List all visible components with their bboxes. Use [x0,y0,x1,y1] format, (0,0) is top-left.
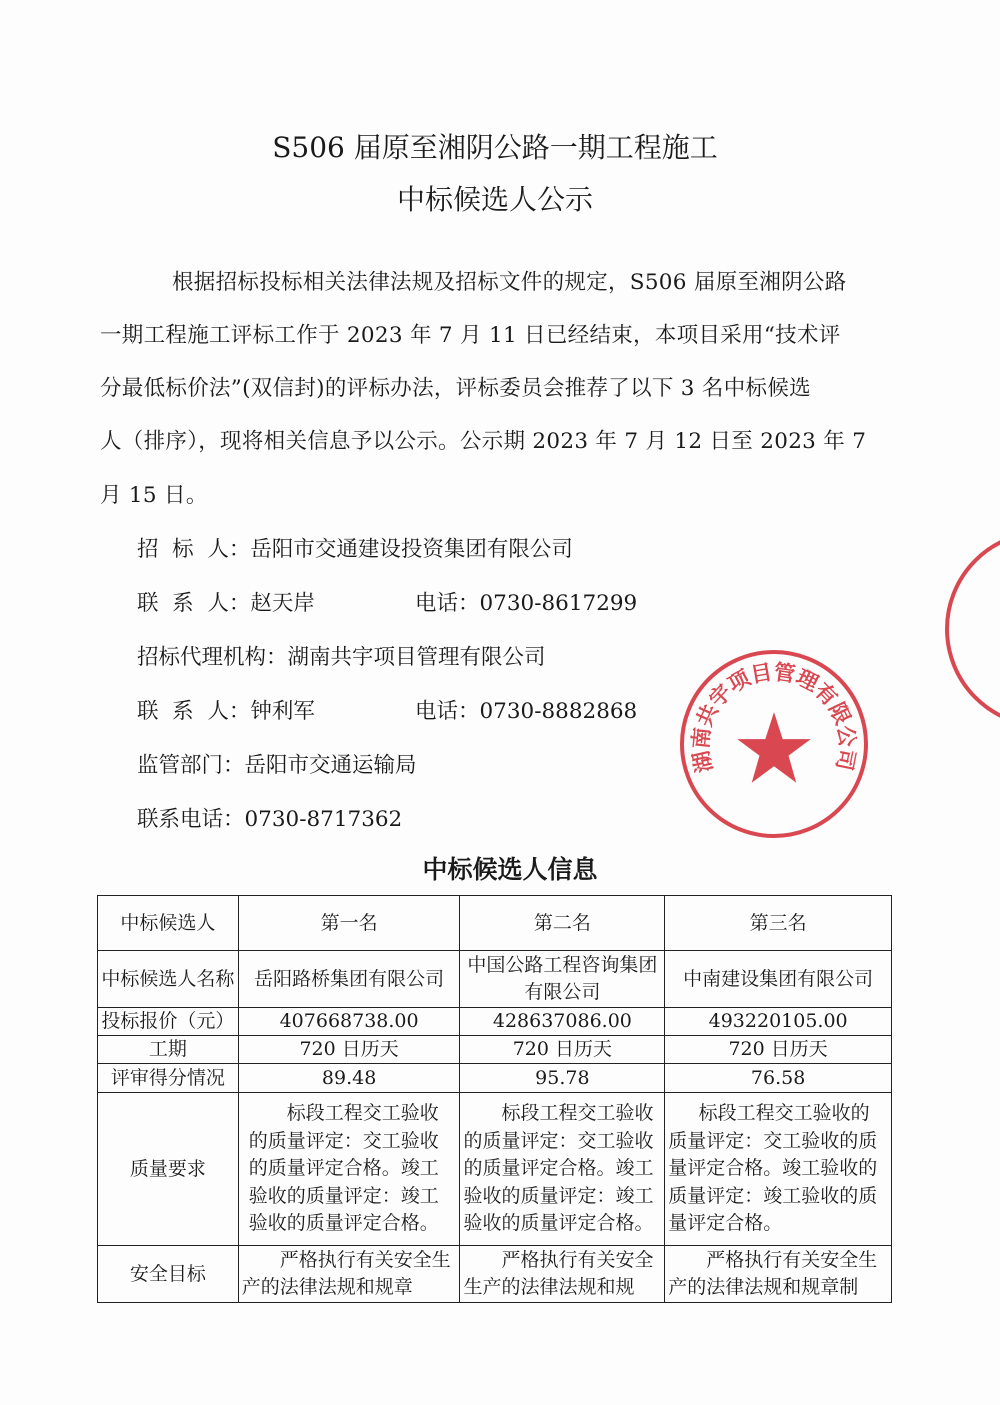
header-cell: 第二名 [460,896,665,951]
table-cell: 严格执行有关安全生产的法律法规和规章制 [665,1246,892,1303]
table-row [98,1064,892,1093]
table-header-row [98,896,892,951]
table-cell: 中南建设集团有限公司 [665,951,892,1008]
header-cell: 中标候选人 [98,896,239,951]
table-cell: 严格执行有关安全生产的法律法规和规章 [238,1246,460,1303]
row-label: 质量要求 [98,1093,239,1246]
supervisor: 监管部门：岳阳市交通运输局 [137,753,417,778]
supervisor-phone: 联系电话：0730-8717362 [137,807,403,832]
row-label: 投标报价（元） [98,1008,239,1036]
agency: 招标代理机构：湖南共宇项目管理有限公司 [137,645,546,670]
table-cell: 493220105.00 [665,1008,892,1036]
table-cell: 428637086.00 [460,1008,665,1036]
row-label: 评审得分情况 [98,1064,239,1093]
phone-1: 电话：0730-8617299 [415,591,638,616]
contact-row-2 [137,694,638,725]
table-cell: 720 日历天 [460,1036,665,1064]
table-cell: 岳阳路桥集团有限公司 [238,951,460,1008]
contact-2: 联 系 人：钟利军 [137,699,315,724]
table-row [98,1036,892,1064]
paragraph-line: 根据招标投标相关法律法规及招标文件的规定，S506 届原至湘阴公路 [172,270,847,295]
table-row [98,1093,892,1246]
doc-title-line2: 中标候选人公示 [396,183,593,216]
table-cell: 标段工程交工验收的质量评定：交工验收的质量评定合格。竣工验收的质量评定：竣工验收的质量评定合格。 [460,1093,665,1246]
table-row [98,1246,892,1303]
contact-row-1 [137,586,638,617]
row-label: 中标候选人名称 [98,951,239,1008]
row-label: 安全目标 [98,1246,239,1303]
row-label: 工期 [98,1036,239,1064]
table-row [98,951,892,1008]
header-cell: 第三名 [665,896,892,951]
tenderer: 招 标 人：岳阳市交通建设投资集团有限公司 [137,537,573,562]
seal-star-icon [684,654,864,834]
table-cell: 89.48 [238,1064,460,1093]
table-cell: 720 日历天 [238,1036,460,1064]
partial-seal-right [945,530,1000,728]
table-cell: 407668738.00 [238,1008,460,1036]
candidate-table [97,895,892,1303]
paragraph-line: 人（排序），现将相关信息予以公示。公示期 2023 年 7 月 12 日至 2023 年 7 [100,429,867,454]
table-cell: 标段工程交工验收的质量评定：交工验收的质量评定合格。竣工验收的质量评定：竣工验收的质量评定合格。 [665,1093,892,1246]
paragraph-line: 分最低标价法”(双信封)的评标办法，评标委员会推荐了以下 3 名中标候选 [100,376,811,401]
company-seal [680,650,868,838]
table-cell: 中国公路工程咨询集团有限公司 [460,951,665,1008]
paragraph-line: 月 15 日。 [100,483,208,508]
table-cell: 95.78 [460,1064,665,1093]
table-cell: 严格执行有关安全生产的法律法规和规 [460,1246,665,1303]
phone-2: 电话：0730-8882868 [415,699,638,724]
table-title: 中标候选人信息 [422,855,598,884]
doc-title-line1: S506 届原至湘阴公路一期工程施工 [272,131,718,164]
svg-text:湖南共宇项目管理有限公司: 湖南共宇项目管理有限公司 [688,659,860,775]
header-cell: 第一名 [238,896,460,951]
table-row [98,1008,892,1036]
contact-1: 联 系 人：赵天岸 [137,591,315,616]
table-cell: 76.58 [665,1064,892,1093]
table-cell: 标段工程交工验收的质量评定：交工验收的质量评定合格。竣工验收的质量评定：竣工验收的质量评定合格。 [238,1093,460,1246]
table-cell: 720 日历天 [665,1036,892,1064]
paragraph-line: 一期工程施工评标工作于 2023 年 7 月 11 日已经结束，本项目采用“技术评 [100,323,841,348]
